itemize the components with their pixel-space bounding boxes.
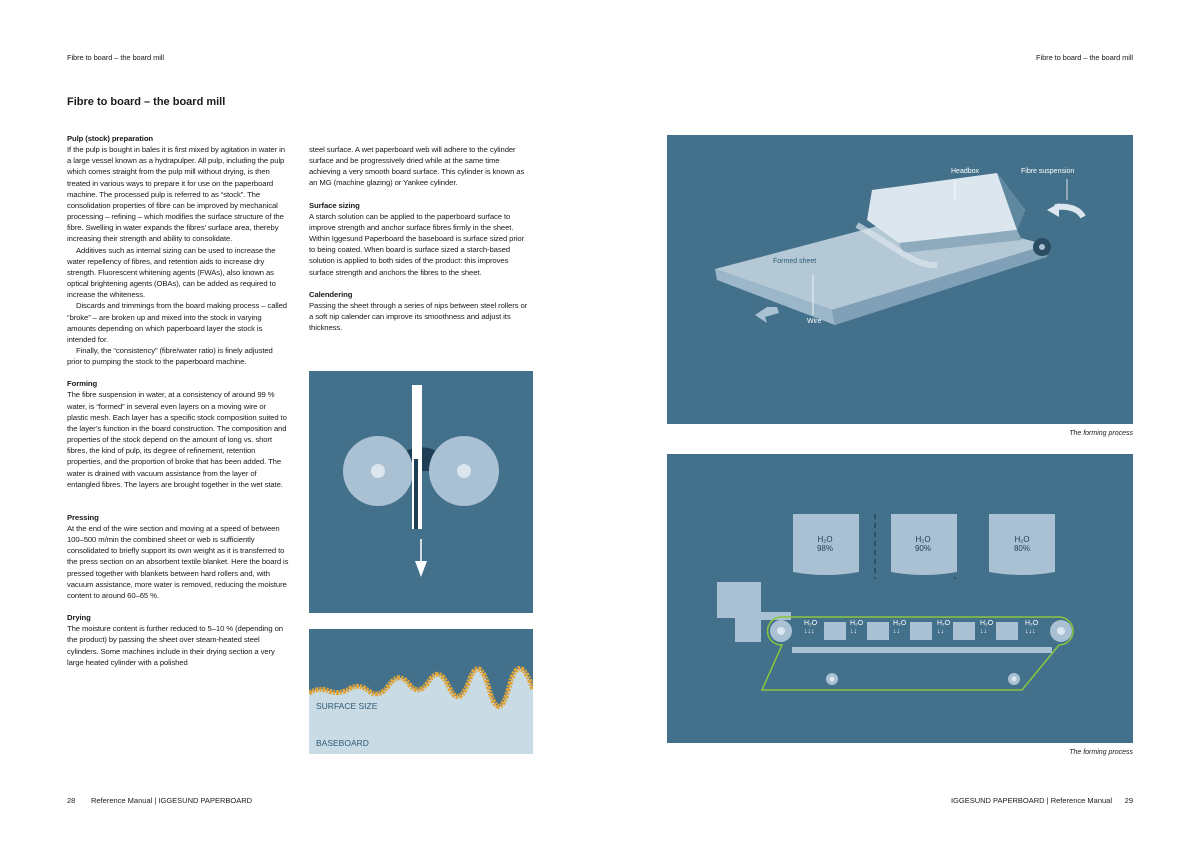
paragraph: A starch solution can be applied to the paperboard surface to improve strength and anchor surface fibres firmly in the sheet. Within Iggesund Paperboard the baseboard is surface sized prior to being coated. When board is surface sized a starch-based solution is applied to both sides of the product: this improves surface strength and anchors the fibres to the sheet. [309, 211, 525, 277]
heading-forming: Forming [67, 379, 98, 389]
heading-pulp: Pulp (stock) preparation [67, 134, 154, 143]
paragraph: The moisture content is further reduced to 5–10 % (depending on the product) by passing the sheet over steam-heated steel cylinders. Some machines include in their drying section a very large heated cylinder with a polished [67, 624, 283, 667]
paragraph: At the end of the wire section and moving at a speed of between 100–500 m/min the combined sheet or web is sufficiently consolidated to briefly support its own weight as it is transferred to the press section on an absorbent textile blanket. Here the board is pressed together with blankets between hard rollers and, with vacuum assistance, more water is removed, reducing the moisture content to around 60–65 %. [67, 524, 289, 600]
tank-90-label: H₂O 90% [914, 535, 931, 553]
tank-80-label: H₂O 80% [1013, 535, 1030, 553]
heading-pressing: Pressing [67, 512, 99, 522]
text-column-2 [309, 144, 531, 333]
baseboard-label: BASEBOARD [316, 738, 369, 748]
heading-drying: Drying [67, 613, 91, 623]
text-column-1 [67, 133, 289, 668]
left-publication: Reference Manual | IGGESUND PAPERBOARD [91, 796, 253, 805]
belt-water-label: H₂O ↓↓ [893, 620, 907, 635]
right-publication: IGGESUND PAPERBOARD | Reference Manual [950, 796, 1112, 805]
headbox-label: Headbox [951, 168, 980, 175]
belt-water-label: H₂O ↓↓ [937, 620, 951, 635]
calender-nip-illustration [309, 371, 533, 613]
heading-surface-sizing: Surface sizing [309, 200, 360, 210]
left-running-head: Fibre to board – the board mill [67, 53, 164, 62]
forming-machine-illustration [667, 135, 1133, 424]
heading-calendering: Calendering [309, 289, 353, 299]
paragraph: Passing the sheet through a series of nips between steel rollers or a soft nip calender can improve its smoothness and adjust its thickness. [309, 300, 528, 333]
right-page-number: 29 [1124, 796, 1133, 805]
formed-sheet-label: Formed sheet [773, 258, 817, 265]
belt-water-label: H₂O ↓↓↓ [1025, 620, 1039, 635]
paragraph: Discards and trimmings from the board making process – called “broke” – are broken up and mixed into the stock in varying amounts depending on which paperboard layer the stock is intended for. [67, 301, 287, 344]
forming-machine-figure [667, 135, 1133, 424]
belt-water-label: H₂O ↓↓ [980, 620, 994, 635]
paragraph: The fibre suspension in water, at a consistency of around 99 % water, is “formed” in several even layers on a moving wire or plastic mesh. Each layer has a specific stock composition suited to the layer’s function in the board construction. The composition and properties of the stock depend on the amount of long vs. short fibres, the kind of pulp, its degree of refinement, retention properties, and the proportion of broke that has been added. The water is drained with vacuum assistance from the layer of entangled fibres. The layers are brought together in the wet state. [67, 390, 287, 489]
paragraph: Additives such as internal sizing can be used to increase the water repellency of fibres, and retention aids to increase dry strength. Fluorescent whitening agents (FWAs), also known as optical brightening agents (OBAs), can be added as required to increase the whiteness. [67, 245, 276, 300]
paragraph: Finally, the “consistency” (fibre/water ratio) is finely adjusted prior to pumping the stock to the paperboard machine. [67, 345, 273, 367]
right-running-head: Fibre to board – the board mill [1036, 53, 1133, 62]
paragraph: steel surface. A wet paperboard web will adhere to the cylinder surface and be progressively dried while at the same time achieving a very smooth board surface. This cylinder is known as an MG (machine glazing) or Yankee cylinder. [309, 145, 525, 188]
press-figure-caption: The forming process [1069, 749, 1133, 756]
press-section-illustration [667, 454, 1133, 743]
press-section-figure [667, 454, 1133, 743]
fibre-suspension-label: Fibre suspension [1021, 168, 1075, 175]
calender-nip-figure [309, 371, 533, 613]
paragraph: If the pulp is bought in bales it is first mixed by agitation in water in a large vessel known as a hydrapulper. All pulp, including the pulp which comes straight from the pulp mill without drying, is then treated in various ways to prepare it for use on the paperboard machine. The processed pulp is referred to as “stock”. The consolidation properties of fibre can be improved by mechanical processing – refining – which modifies the surface structure of the fibre. Swelling in water expands the fibres’ surface area, thereby increasing their strength and ability to consolidate. [67, 145, 285, 244]
belt-water-label: H₂O ↓↓↓ [804, 620, 818, 635]
forming-figure-caption: The forming process [1069, 430, 1133, 437]
surface-size-label: SURFACE SIZE [316, 701, 378, 711]
tank-98-label: H₂O 98% [816, 535, 833, 553]
wire-label: Wire [807, 318, 822, 325]
page-title: Fibre to board – the board mill [67, 96, 226, 108]
left-page-number: 28 [67, 796, 76, 805]
belt-water-label: H₂O ↓↓ [850, 620, 864, 635]
surface-size-figure [309, 629, 533, 754]
